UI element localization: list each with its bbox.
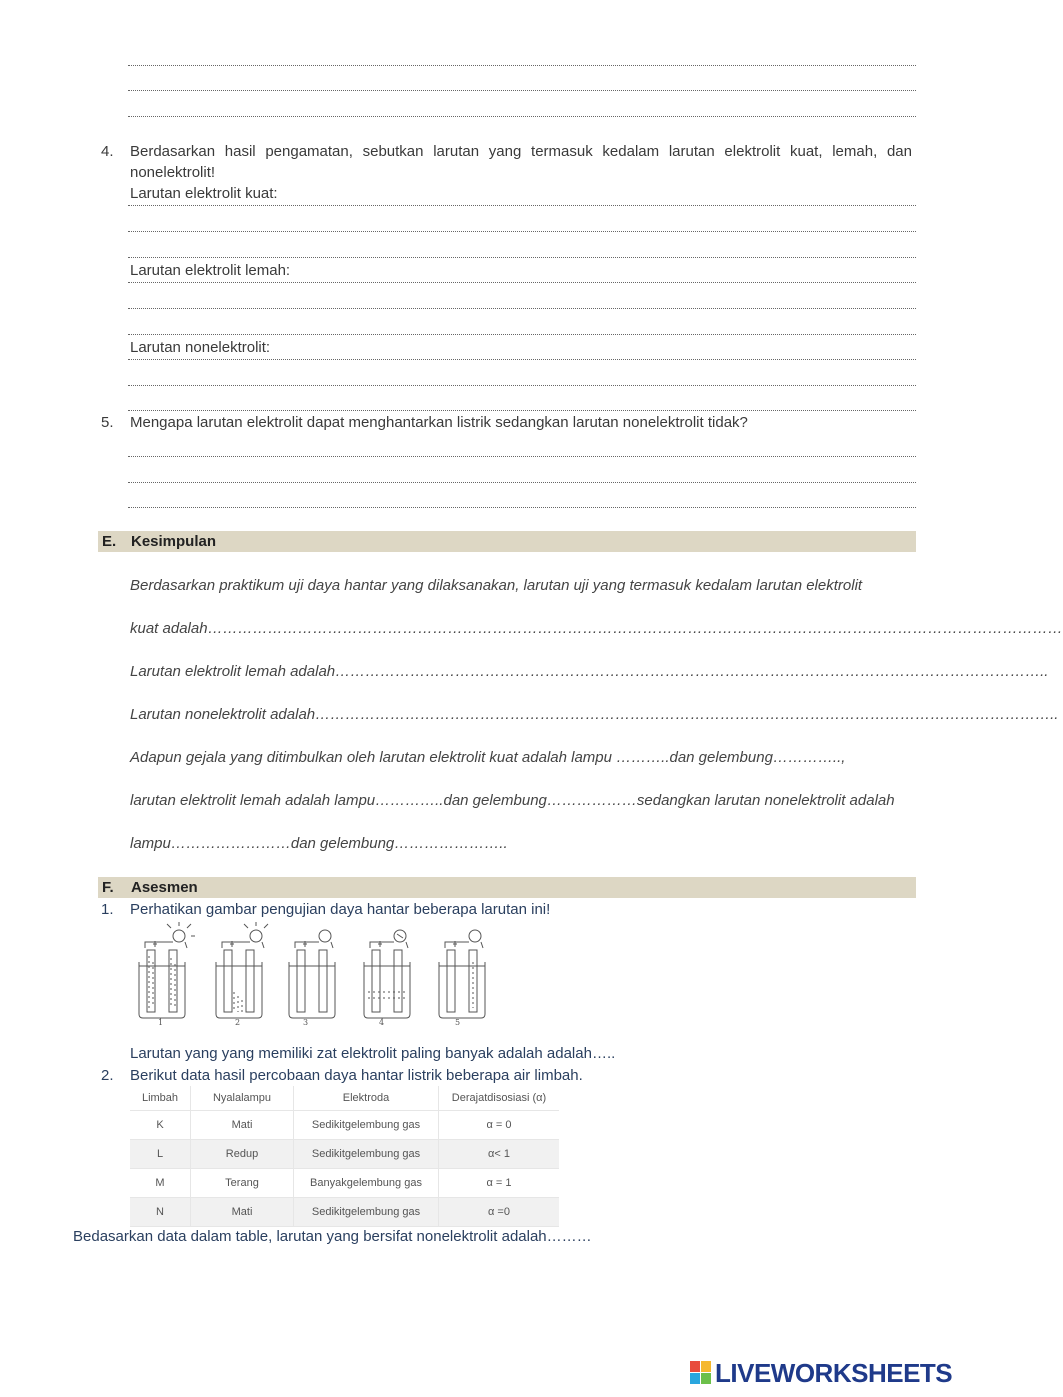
section-letter: F. [102,879,114,896]
test-setup-1 [139,922,195,1018]
conclusion-line[interactable]: larutan elektrolit lemah adalah lampu…………..dan gelembung………………sedangkan larutan nonelektrolit adalah [130,792,895,809]
answer-line[interactable] [128,482,916,483]
answer-line[interactable] [128,205,916,206]
table-cell: Redup [191,1140,294,1169]
label-elektrolit-kuat: Larutan elektrolit kuat: [130,185,278,202]
conclusion-line: Berdasarkan praktikum uji daya hantar yang dilaksanakan, larutan uji yang termasuk kedalam larutan elektrolit [130,577,863,594]
figure-label-1: 1 [158,1018,164,1027]
conclusion-line[interactable]: kuat adalah……………………………………………………………………………………………………………………………………………………… [130,620,1063,637]
question-text: Mengapa larutan elektrolit dapat menghantarkan listrik sedangkan larutan nonelektrolit tidak? [130,414,748,431]
table-cell: Sedikitgelembung gas [294,1198,439,1227]
table-cell: N [130,1198,191,1227]
table-header: Nyalalampu [191,1086,294,1111]
logo-text: LIVEWORKSHEETS [715,1358,953,1388]
table-cell: Mati [191,1111,294,1140]
figure-label-3: 3 [303,1018,309,1027]
question-prompt: Bedasarkan data dalam table, larutan yang bersifat nonelektrolit adalah……… [73,1228,592,1245]
conductivity-test-figure [130,922,500,1032]
table-header: Derajatdisosiasi (α) [439,1086,560,1111]
label-nonelektrolit: Larutan nonelektrolit: [130,339,271,356]
section-header-kesimpulan [98,531,916,552]
question-prompt: Larutan yang yang memiliki zat elektrolit paling banyak adalah adalah….. [130,1045,616,1062]
table-cell: Mati [191,1198,294,1227]
question-text: Berikut data hasil percobaan daya hantar listrik beberapa air limbah. [130,1067,583,1084]
table-cell: Sedikitgelembung gas [294,1111,439,1140]
section-header-asesmen [98,877,916,898]
table-header: Elektroda [294,1086,439,1111]
answer-line[interactable] [128,507,916,508]
answer-line[interactable] [128,90,916,91]
table-cell: Sedikitgelembung gas [294,1140,439,1169]
section-title: Kesimpulan [131,533,217,550]
test-setup-3 [289,930,335,1018]
table-row [130,1140,559,1169]
wastewater-data-table [130,1086,559,1227]
section-letter: E. [102,533,117,550]
question-text: Perhatikan gambar pengujian daya hantar beberapa larutan ini! [130,901,551,918]
conclusion-line[interactable]: lampu……………………dan gelembung………………….. [130,835,508,852]
answer-line[interactable] [128,231,916,232]
answer-line[interactable] [128,359,916,360]
question-number: 4. [101,143,114,160]
conclusion-line[interactable]: Larutan nonelektrolit adalah………………………………………………………………………………………………………………………………….. [130,706,1059,723]
answer-line[interactable] [128,257,916,258]
figure-label-2: 2 [235,1018,241,1027]
table-cell: L [130,1140,191,1169]
conclusion-line[interactable]: Adapun gejala yang ditimbulkan oleh larutan elektrolit kuat adalah lampu ………..dan gelembung………….., [130,749,846,766]
test-setup-5 [439,930,485,1018]
table-cell: α =0 [439,1198,560,1227]
answer-line[interactable] [128,334,916,335]
answer-line[interactable] [128,308,916,309]
table-row [130,1169,559,1198]
table-cell: Banyakgelembung gas [294,1169,439,1198]
question-number: 5. [101,414,114,431]
question-number: 2. [101,1067,114,1084]
table-cell: Terang [191,1169,294,1198]
test-setup-4 [364,930,410,1018]
table-cell: α< 1 [439,1140,560,1169]
table-cell: α = 0 [439,1111,560,1140]
table-row [130,1198,559,1227]
label-elektrolit-lemah: Larutan elektrolit lemah: [130,262,291,279]
question-text: Berdasarkan hasil pengamatan, sebutkan larutan yang termasuk kedalam larutan elektrolit kuat, lemah, dan nonelektrolit! [130,143,912,181]
figure-label-5: 5 [455,1018,461,1027]
answer-line[interactable] [128,282,916,283]
answer-line[interactable] [128,65,916,66]
answer-line[interactable] [128,385,916,386]
table-cell: α = 1 [439,1169,560,1198]
answer-line[interactable] [128,116,916,117]
table-header: Limbah [130,1086,191,1111]
question-number: 1. [101,901,114,918]
liveworksheets-logo [690,1358,990,1388]
answer-line[interactable] [128,456,916,457]
answer-line[interactable] [128,410,916,411]
test-setup-2 [216,922,268,1018]
section-title: Asesmen [131,879,198,896]
table-cell: M [130,1169,191,1198]
figure-label-4: 4 [379,1018,385,1027]
table-row [130,1111,559,1140]
table-cell: K [130,1111,191,1140]
logo-icon [690,1361,712,1385]
conclusion-line[interactable]: Larutan elektrolit lemah adalah…………………………………………………………………………………………………………………………….. [130,663,1049,680]
